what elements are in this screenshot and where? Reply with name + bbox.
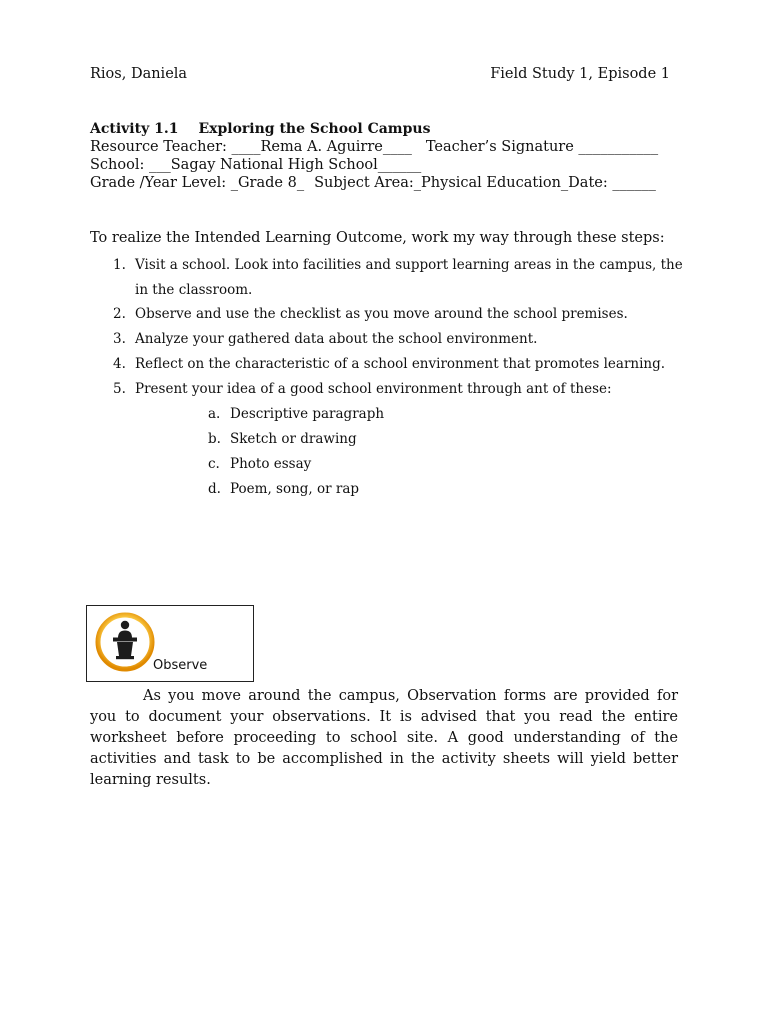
school-label: School: [90,157,149,173]
list-item [113,381,612,397]
grade-value: _Grade 8_ [230,175,305,191]
resource-teacher-row [90,139,658,155]
observe-label: Observe [153,658,208,673]
list-item [113,257,683,273]
date-label: Date: [568,175,613,191]
step-text-continued: in the classroom. [135,282,253,298]
list-item [113,356,665,372]
school-row [90,157,421,173]
activity-number: Activity 1.1 [90,121,179,137]
school-value: ___Sagay National High School______ [148,157,422,173]
activity-title: Exploring the School Campus [198,121,431,137]
list-item [113,306,628,322]
step-text: Present your idea of a good school environment through ant of these: [135,381,612,397]
substep-letter: c. [208,456,220,472]
student-name: Rios, Daniela [90,66,188,82]
speaker-podium-icon [94,610,156,678]
grade-row [90,175,656,191]
resource-teacher-label: Resource Teacher: [90,139,232,155]
intro-text: To realize the Intended Learning Outcome, work my way through these steps: [90,230,665,246]
substep-text: Poem, song, or rap [230,481,360,497]
substep-text: Photo essay [230,456,312,472]
subject-value: _Physical Education_ [413,175,569,191]
step-number: 1. [113,257,126,273]
step-number: 3. [113,331,126,347]
signature-label: Teacher’s Signature [425,139,579,155]
activity-heading [90,121,430,137]
subject-label: Subject Area: [314,175,414,191]
step-number: 4. [113,356,126,372]
substep-letter: d. [208,481,221,497]
step-number: 5. [113,381,126,397]
episode-label: Field Study 1, Episode 1 [490,66,670,82]
list-item [113,331,537,347]
signature-blank: ___________ [578,139,659,155]
step-text: Reflect on the characteristic of a school environment that promotes learning. [135,356,666,372]
substep-text: Descriptive paragraph [230,406,385,422]
substep-text: Sketch or drawing [230,431,357,447]
grade-label: Grade /Year Level: [90,175,231,191]
substep-letter: a. [208,406,221,422]
list-item [208,481,359,497]
step-text: Observe and use the checklist as you move around the school premises. [135,306,628,322]
list-item [208,431,357,447]
substep-letter: b. [208,431,221,447]
step-number: 2. [113,306,126,322]
list-item [208,456,311,472]
observation-paragraph: As you move around the campus, Observation forms are provided for you to document your observations. It is advised that you read the entire worksheet before proceeding to school site. A good understanding of the activities and task to be accomplished in the activity sheets will yield better learning results. [90,688,678,788]
list-item [208,406,384,422]
resource-teacher-value: ____Rema A. Aguirre____ [231,139,412,155]
step-text: Visit a school. Look into facilities and support learning areas in the campus, the [135,257,683,273]
observe-box [86,605,254,682]
step-text: Analyze your gathered data about the school environment. [135,331,538,347]
date-blank: ______ [612,175,656,191]
